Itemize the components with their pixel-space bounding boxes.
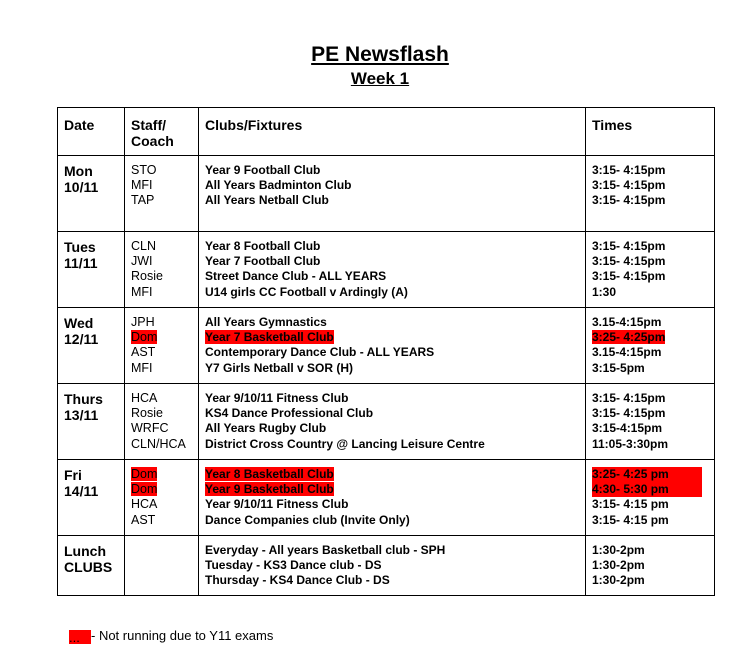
staff-cell [125, 156, 199, 232]
club-item: Year 9/10/11 Fitness Club [205, 391, 349, 405]
day-cell [58, 308, 125, 384]
legend-swatch: ... [69, 630, 91, 644]
staff-item: MFI [131, 178, 153, 193]
time-item: 3:15- 4:15pm [592, 239, 666, 253]
club-item: Year 8 Football Club [205, 239, 321, 253]
time-item: 3:15- 4:15pm [592, 406, 666, 421]
time-item: 3:15- 4:15pm [592, 178, 666, 193]
time-item: 3.15-4:15pm [592, 345, 662, 360]
header-date: Date [58, 108, 125, 156]
table-row-wed [58, 308, 715, 384]
clubs-cell [199, 460, 586, 536]
cancelled-highlight: Year 8 Basketball Club [205, 467, 334, 481]
header-times: Times [586, 108, 715, 156]
table-row-tues [58, 232, 715, 308]
table-row-mon [58, 156, 715, 232]
table-row-fri [58, 460, 715, 536]
day-name: Thurs [64, 391, 103, 407]
staff-item: AST [131, 512, 156, 527]
clubs-cell [199, 156, 586, 232]
staff-item: STO [131, 163, 157, 177]
staff-item: HCA [131, 497, 158, 512]
staff-item: TAP [131, 193, 155, 208]
club-item-cancelled [205, 330, 579, 345]
header-clubs: Clubs/Fixtures [199, 108, 586, 156]
cancelled-highlight: Dom [131, 330, 158, 345]
club-item-cancelled [205, 467, 579, 482]
staff-item: JPH [131, 315, 155, 329]
day-name: Tues [64, 239, 96, 255]
times-cell [586, 308, 715, 384]
staff-item-cancelled [131, 467, 192, 482]
club-item: All Years Rugby Club [205, 421, 327, 436]
club-item: Everyday - All years Basketball club - SPH [205, 543, 446, 557]
staff-item: HCA [131, 391, 158, 405]
times-cell [586, 156, 715, 232]
club-item: Y7 Girls Netball v SOR (H) [205, 360, 354, 375]
page-subtitle: Week 1 [350, 69, 410, 88]
club-item: Street Dance Club - ALL YEARS [205, 269, 387, 284]
day-cell [58, 232, 125, 308]
club-item: U14 girls CC Football v Ardingly (A) [205, 284, 408, 299]
legend-text: - Not running due to Y11 exams [91, 628, 274, 643]
cancelled-highlight: 3:25- 4:25pm [592, 330, 666, 345]
time-item: 3:15- 4:15pm [592, 163, 666, 177]
staff-item: MFI [131, 284, 153, 299]
staff-item: CLN/HCA [131, 436, 186, 451]
time-item: 1:30-2pm [592, 558, 645, 573]
cancelled-highlight: Year 9 Basketball Club [205, 482, 334, 497]
table-row-lunch [58, 536, 715, 596]
club-item: Year 9 Football Club [205, 163, 321, 177]
staff-item: JWI [131, 254, 153, 269]
clubs-cell [199, 308, 586, 384]
club-item: All Years Netball Club [205, 193, 329, 208]
times-cell [586, 460, 715, 536]
cancelled-highlight: Year 7 Basketball Club [205, 330, 334, 345]
time-item: 3.15-4:15pm [592, 315, 662, 329]
cancelled-highlight: 3:25- 4:25 pm [592, 467, 702, 482]
staff-cell [125, 308, 199, 384]
club-item: KS4 Dance Professional Club [205, 406, 374, 421]
times-cell [586, 232, 715, 308]
cancelled-highlight: Dom [131, 467, 158, 481]
time-item: 3:15- 4:15pm [592, 391, 666, 405]
times-cell [586, 536, 715, 596]
staff-item: AST [131, 345, 156, 360]
day-date: CLUBS [64, 559, 113, 575]
staff-item-cancelled [131, 330, 192, 345]
club-item: Year 9/10/11 Fitness Club [205, 497, 349, 512]
clubs-cell [199, 384, 586, 460]
staff-item: MFI [131, 360, 153, 375]
day-cell [58, 536, 125, 596]
club-item: Year 7 Football Club [205, 254, 321, 269]
staff-cell [125, 460, 199, 536]
club-item: Tuesday - KS3 Dance club - DS [205, 558, 382, 573]
times-cell [586, 384, 715, 460]
header-staff-line1: Staff/ [131, 117, 166, 133]
club-item: District Cross Country @ Lancing Leisure Centre [205, 436, 485, 451]
legend [69, 628, 273, 644]
clubs-cell [199, 536, 586, 596]
header-staff [125, 108, 199, 156]
schedule-table [57, 107, 715, 596]
staff-item: Rosie [131, 406, 163, 421]
club-item: All Years Gymnastics [205, 315, 327, 329]
day-date: 12/11 [64, 331, 99, 347]
day-name: Wed [64, 315, 94, 331]
staff-item: WRFC [131, 421, 169, 436]
time-item: 3:15-4:15pm [592, 421, 663, 436]
day-name: Mon [64, 163, 93, 179]
club-item: Dance Companies club (Invite Only) [205, 512, 410, 527]
time-item: 3:15- 4:15pm [592, 254, 666, 269]
club-item: Thursday - KS4 Dance Club - DS [205, 573, 390, 588]
staff-item: Rosie [131, 269, 163, 284]
staff-item-cancelled [131, 482, 192, 497]
table-header-row [58, 108, 715, 156]
time-item: 3:15- 4:15 pm [592, 512, 669, 527]
club-item: All Years Badminton Club [205, 178, 352, 193]
day-name: Fri [64, 467, 82, 483]
day-name: Lunch [64, 543, 106, 559]
day-date: 13/11 [64, 407, 99, 423]
time-item: 3:15- 4:15 pm [592, 497, 669, 512]
day-cell [58, 460, 125, 536]
time-item: 3:15- 4:15pm [592, 269, 666, 284]
time-item-cancelled [592, 482, 708, 497]
staff-cell [125, 536, 199, 596]
cancelled-highlight: 4:30- 5:30 pm [592, 482, 702, 497]
time-item-cancelled [592, 467, 708, 482]
time-item: 3:15- 4:15pm [592, 193, 666, 208]
cancelled-highlight: Dom [131, 482, 158, 497]
page-title: PE Newsflash [311, 43, 449, 66]
time-item: 3:15-5pm [592, 360, 645, 375]
club-item-cancelled [205, 482, 579, 497]
day-date: 10/11 [64, 179, 99, 195]
time-item: 1:30 [592, 284, 617, 299]
day-cell [58, 384, 125, 460]
time-item: 11:05-3:30pm [592, 436, 669, 451]
day-date: 11/11 [64, 255, 98, 271]
clubs-cell [199, 232, 586, 308]
time-item: 1:30-2pm [592, 573, 645, 588]
staff-item: CLN [131, 239, 157, 253]
time-item: 1:30-2pm [592, 543, 645, 557]
staff-cell [125, 232, 199, 308]
day-date: 14/11 [64, 483, 99, 499]
table-row-thurs [58, 384, 715, 460]
header-staff-line2: Coach [131, 133, 174, 149]
staff-cell [125, 384, 199, 460]
time-item-cancelled [592, 330, 708, 345]
day-cell [58, 156, 125, 232]
club-item: Contemporary Dance Club - ALL YEARS [205, 345, 435, 360]
